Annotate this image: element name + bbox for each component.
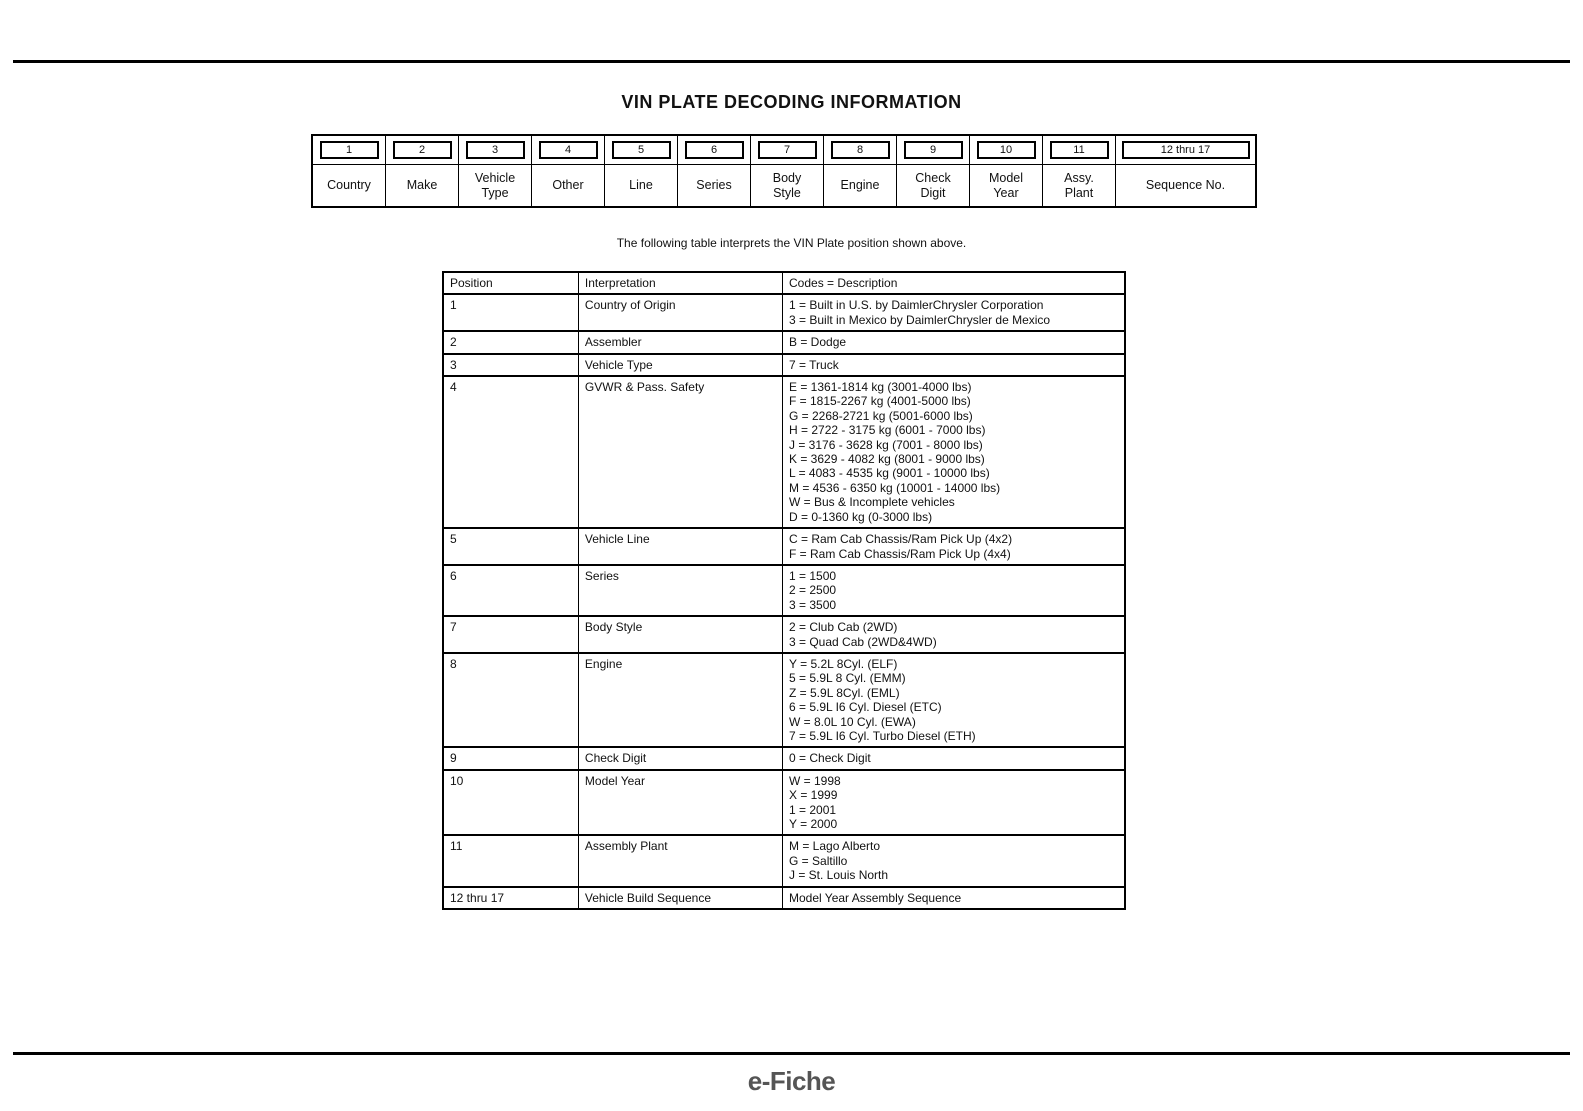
code-line: K = 3629 - 4082 kg (8001 - 9000 lbs) (789, 452, 985, 467)
interpretation-cell: Assembly Plant (578, 835, 782, 886)
vin-position-cell (386, 136, 459, 206)
vin-number-row (605, 136, 677, 165)
code-line: 6 = 5.9L I6 Cyl. Diesel (ETC) (789, 700, 942, 715)
vin-number-row (897, 136, 969, 165)
vin-position-label: Body Style (772, 170, 802, 200)
table-row (443, 565, 1125, 616)
table-row (443, 747, 1125, 769)
column-header-position: Position (443, 272, 578, 294)
vin-position-cell (678, 136, 751, 206)
code-line: Y = 5.2L 8Cyl. (ELF) (789, 656, 898, 671)
table-row (443, 887, 1125, 909)
vin-position-label: Check Digit (915, 170, 951, 200)
code-line: C = Ram Cab Chassis/Ram Pick Up (4x2) (789, 532, 1013, 547)
vin-position-number: 10 (977, 141, 1036, 159)
code-line: Z = 5.9L 8Cyl. (EML) (789, 685, 900, 700)
position-cell: 2 (443, 331, 578, 353)
code-line: H = 2722 - 3175 kg (6001 - 7000 lbs) (789, 423, 986, 438)
code-line: J = 3176 - 3628 kg (7001 - 8000 lbs) (789, 437, 983, 452)
vin-number-row (386, 136, 458, 165)
vin-number-row (313, 136, 385, 165)
table-row (443, 616, 1125, 653)
code-line: L = 4083 - 4535 kg (9001 - 10000 lbs) (789, 466, 990, 481)
code-line: 3 = Built in Mexico by DaimlerChrysler de Mexico (789, 312, 1051, 327)
interpretation-cell: Vehicle Line (578, 528, 782, 565)
code-line: M = Lago Alberto (789, 839, 881, 854)
vin-position-label: Sequence No. (1145, 178, 1226, 192)
vin-number-row (751, 136, 823, 165)
code-line: 7 = Truck (789, 357, 839, 372)
table-row (443, 376, 1125, 528)
vin-number-row (824, 136, 896, 165)
code-line: G = Saltillo (789, 853, 848, 868)
position-cell: 4 (443, 376, 578, 528)
code-line: F = 1815-2267 kg (4001-5000 lbs) (789, 394, 971, 409)
interpretation-cell: GVWR & Pass. Safety (578, 376, 782, 528)
vin-position-number: 2 (393, 141, 452, 159)
interpretation-cell: Vehicle Build Sequence (578, 887, 782, 909)
vin-position-label: Model Year (988, 170, 1024, 200)
column-header-interpretation: Interpretation (578, 272, 782, 294)
vin-position-number: 3 (466, 141, 525, 159)
interpretation-cell: Body Style (578, 616, 782, 653)
code-line: Y = 2000 (789, 817, 838, 831)
vin-position-number: 11 (1050, 141, 1109, 159)
codes-cell (783, 887, 1126, 909)
position-cell: 8 (443, 653, 578, 747)
codes-cell (783, 653, 1126, 747)
interpretation-cell: Assembler (578, 331, 782, 353)
code-line: 2 = 2500 (789, 583, 837, 598)
vin-position-number: 8 (831, 141, 890, 159)
codes-cell (783, 565, 1126, 616)
column-header-codes: Codes = Description (783, 272, 1126, 294)
vin-number-row (532, 136, 604, 165)
table-row (443, 331, 1125, 353)
codes-cell (783, 528, 1126, 565)
vin-position-cell (605, 136, 678, 206)
vin-position-number: 7 (758, 141, 817, 159)
vin-number-row (459, 136, 531, 165)
code-line: 2 = Club Cab (2WD) (789, 620, 898, 635)
code-line: 1 = 1500 (789, 568, 837, 583)
page-title: VIN PLATE DECODING INFORMATION (621, 92, 962, 112)
table-row (443, 294, 1125, 331)
vin-position-label: Engine (840, 178, 880, 192)
codes-cell (783, 376, 1126, 528)
position-cell: 12 thru 17 (443, 887, 578, 909)
code-line: 0 = Check Digit (789, 751, 871, 766)
table-row (443, 653, 1125, 747)
codes-cell (783, 331, 1126, 353)
vin-position-cell (532, 136, 605, 206)
vin-position-cell (313, 136, 386, 206)
vin-position-label: Assy. Plant (1064, 170, 1094, 200)
position-cell: 10 (443, 770, 578, 836)
vin-position-number: 12 thru 17 (1122, 141, 1250, 159)
vin-position-cell (1043, 136, 1116, 206)
interpretation-cell: Model Year (578, 770, 782, 836)
vin-position-number: 6 (685, 141, 744, 159)
table-row (443, 354, 1125, 376)
code-line: 3 = 3500 (789, 597, 837, 612)
code-line: J = St. Louis North (789, 868, 889, 883)
code-line: F = Ram Cab Chassis/Ram Pick Up (4x4) (789, 546, 1011, 561)
code-line: E = 1361-1814 kg (3001-4000 lbs) (789, 380, 972, 395)
interpretation-cell: Engine (578, 653, 782, 747)
top-rule (13, 60, 1570, 63)
table-row (443, 528, 1125, 565)
code-line: 5 = 5.9L 8 Cyl. (EMM) (789, 671, 906, 686)
interpretation-cell: Check Digit (578, 747, 782, 769)
code-line: 7 = 5.9L I6 Cyl. Turbo Diesel (ETH) (789, 728, 976, 743)
codes-cell (783, 835, 1126, 886)
vin-position-label: Other (552, 178, 584, 192)
code-line: M = 4536 - 6350 kg (10001 - 14000 lbs) (789, 480, 1001, 495)
vin-position-cell (1116, 136, 1255, 206)
vin-position-cell (897, 136, 970, 206)
position-cell: 9 (443, 747, 578, 769)
interpretation-cell: Country of Origin (578, 294, 782, 331)
vin-position-diagram (311, 134, 1257, 208)
code-line: Model Year Assembly Sequence (789, 890, 962, 905)
vin-number-row (1043, 136, 1115, 165)
code-line: G = 2268-2721 kg (5001-6000 lbs) (789, 408, 973, 423)
code-line: 1 = Built in U.S. by DaimlerChrysler Corporation (789, 298, 1044, 313)
position-cell: 3 (443, 354, 578, 376)
vin-position-number: 1 (320, 141, 379, 159)
vin-position-label: Series (696, 178, 732, 192)
codes-cell (783, 294, 1126, 331)
code-line: W = Bus & Incomplete vehicles (789, 495, 955, 510)
interpretation-cell: Series (578, 565, 782, 616)
codes-cell (783, 747, 1126, 769)
vin-position-number: 9 (904, 141, 963, 159)
vin-number-row (678, 136, 750, 165)
vin-position-cell (459, 136, 532, 206)
position-cell: 1 (443, 294, 578, 331)
interpretation-cell: Vehicle Type (578, 354, 782, 376)
vin-position-number: 4 (539, 141, 598, 159)
vin-number-row (1116, 136, 1255, 165)
efiche-logo: e-Fiche (747, 1066, 836, 1096)
codes-cell (783, 354, 1126, 376)
bottom-rule (13, 1052, 1570, 1055)
vin-position-cell (824, 136, 897, 206)
code-line: W = 1998 (789, 773, 841, 788)
table-row (443, 835, 1125, 886)
table-caption: The following table interprets the VIN Plate position shown above. (616, 236, 967, 250)
code-line: 1 = 2001 (789, 802, 837, 817)
table-header-row (443, 272, 1125, 294)
vin-interpretation-table (442, 271, 1126, 910)
position-cell: 7 (443, 616, 578, 653)
vin-position-label: Country (327, 178, 371, 192)
code-line: W = 8.0L 10 Cyl. (EWA) (789, 714, 916, 729)
code-line: D = 0-1360 kg (0-3000 lbs) (789, 509, 933, 524)
code-line: B = Dodge (789, 335, 847, 350)
position-cell: 5 (443, 528, 578, 565)
position-cell: 11 (443, 835, 578, 886)
code-line: X = 1999 (789, 788, 838, 803)
vin-position-number: 5 (612, 141, 671, 159)
vin-position-cell (970, 136, 1043, 206)
vin-position-label: Make (406, 178, 438, 192)
table-row (443, 770, 1125, 836)
codes-cell (783, 770, 1126, 836)
position-cell: 6 (443, 565, 578, 616)
vin-position-cell (751, 136, 824, 206)
code-line: 3 = Quad Cab (2WD&4WD) (789, 634, 937, 649)
codes-cell (783, 616, 1126, 653)
vin-position-label: Vehicle Type (474, 170, 516, 200)
vin-position-label: Line (629, 178, 653, 192)
vin-number-row (970, 136, 1042, 165)
